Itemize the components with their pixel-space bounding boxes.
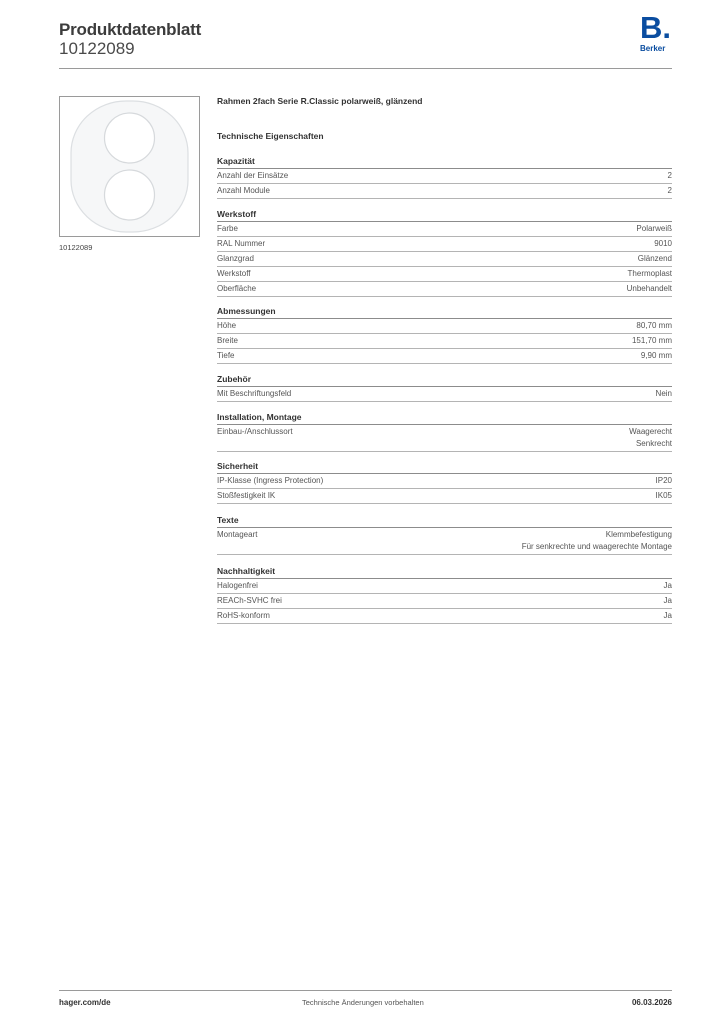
spec-row xyxy=(217,579,672,594)
spec-label: Breite xyxy=(217,336,238,345)
section-title: Nachhaltigkeit xyxy=(217,565,672,579)
spec-row xyxy=(217,387,672,402)
header-divider xyxy=(59,68,672,69)
spec-section xyxy=(217,460,672,504)
footer-divider xyxy=(59,990,672,991)
technical-properties-heading: Technische Eigenschaften xyxy=(217,131,324,141)
spec-value-line: IP20 xyxy=(655,476,672,485)
footer-website[interactable]: hager.com/de xyxy=(59,998,111,1007)
spec-label: REACh-SVHC frei xyxy=(217,596,282,605)
spec-value xyxy=(664,580,672,592)
spec-row xyxy=(217,609,672,624)
spec-label: RoHS-konform xyxy=(217,611,270,620)
spec-value-line: Ja xyxy=(663,581,672,590)
spec-value xyxy=(656,490,672,502)
spec-section xyxy=(217,514,672,555)
section-title: Sicherheit xyxy=(217,460,672,474)
spec-row xyxy=(217,594,672,609)
spec-value xyxy=(664,595,672,607)
spec-value-line: 151,70 mm xyxy=(631,336,672,345)
spec-value-line: Glänzend xyxy=(637,254,672,263)
spec-label: Tiefe xyxy=(217,351,235,360)
spec-value-line: Senkrecht xyxy=(635,439,672,448)
spec-label: Anzahl der Einsätze xyxy=(217,171,289,180)
spec-section xyxy=(217,155,672,199)
spec-row xyxy=(217,425,672,452)
spec-value xyxy=(632,335,672,347)
double-frame-product-image xyxy=(60,97,199,236)
spec-label: Einbau-/Anschlussort xyxy=(217,427,293,436)
document-number: 10122089 xyxy=(59,39,135,58)
spec-label: Anzahl Module xyxy=(217,186,270,195)
spec-value-line: Für senkrechte und waagerechte Montage xyxy=(521,542,672,551)
spec-label: Höhe xyxy=(217,321,237,330)
spec-section xyxy=(217,411,672,452)
spec-value xyxy=(628,268,672,280)
spec-row xyxy=(217,474,672,489)
spec-row xyxy=(217,319,672,334)
spec-value xyxy=(636,320,672,332)
spec-value-line: Klemmbefestigung xyxy=(605,530,672,539)
spec-value-line: 2 xyxy=(667,171,672,180)
spec-label: Stoßfestigkeit IK xyxy=(217,491,276,500)
spec-value xyxy=(664,610,672,622)
spec-value-line: 9,90 mm xyxy=(640,351,672,360)
spec-value-line: 2 xyxy=(667,186,672,195)
spec-value xyxy=(656,388,672,400)
spec-row xyxy=(217,489,672,504)
spec-row xyxy=(217,184,672,199)
spec-value xyxy=(668,185,672,197)
spec-row xyxy=(217,222,672,237)
spec-section xyxy=(217,208,672,297)
spec-row xyxy=(217,252,672,267)
spec-value-line: Waagerecht xyxy=(629,427,672,436)
spec-value-line: Nein xyxy=(655,389,672,398)
section-title: Installation, Montage xyxy=(217,411,672,425)
section-title: Abmessungen xyxy=(217,305,672,319)
spec-value-line: Unbehandelt xyxy=(626,284,672,293)
spec-value xyxy=(638,253,672,265)
spec-value-line: Thermoplast xyxy=(627,269,672,278)
spec-label: Glanzgrad xyxy=(217,254,254,263)
spec-value xyxy=(656,475,672,487)
spec-value-line: Polarweiß xyxy=(636,224,672,233)
spec-section xyxy=(217,305,672,364)
spec-value xyxy=(629,426,672,450)
logo-letter: B. xyxy=(640,10,671,45)
spec-value-line: 80,70 mm xyxy=(636,321,672,330)
spec-label: Werkstoff xyxy=(217,269,251,278)
section-title: Kapazität xyxy=(217,155,672,169)
spec-label: Halogenfrei xyxy=(217,581,258,590)
spec-value-line: IK05 xyxy=(655,491,672,500)
spec-label: Oberfläche xyxy=(217,284,257,293)
spec-value xyxy=(627,283,672,295)
spec-value xyxy=(654,238,672,250)
spec-row xyxy=(217,334,672,349)
section-title: Werkstoff xyxy=(217,208,672,222)
spec-row xyxy=(217,528,672,555)
spec-value-line: Ja xyxy=(663,611,672,620)
spec-row xyxy=(217,282,672,297)
spec-value xyxy=(641,350,672,362)
spec-label: Montageart xyxy=(217,530,258,539)
spec-label: IP-Klasse (Ingress Protection) xyxy=(217,476,324,485)
spec-row xyxy=(217,267,672,282)
footer-date: 06.03.2026 xyxy=(631,998,672,1007)
logo-wordmark: Berker xyxy=(640,44,666,53)
page-title: Produktdatenblatt xyxy=(59,20,202,39)
image-caption: 10122089 xyxy=(59,243,93,252)
product-title: Rahmen 2fach Serie R.Classic polarweiß, glänzend xyxy=(217,96,423,106)
section-title: Texte xyxy=(217,514,672,528)
spec-row xyxy=(217,237,672,252)
spec-value xyxy=(636,223,672,235)
product-image-frame xyxy=(59,96,200,237)
spec-value-line: Ja xyxy=(663,596,672,605)
spec-value-line: 9010 xyxy=(654,239,672,248)
berker-logo[interactable] xyxy=(640,10,674,56)
spec-section xyxy=(217,565,672,624)
spec-value xyxy=(668,170,672,182)
section-title: Zubehör xyxy=(217,373,672,387)
spec-row xyxy=(217,169,672,184)
spec-row xyxy=(217,349,672,364)
spec-label: RAL Nummer xyxy=(217,239,266,248)
spec-value xyxy=(522,529,672,553)
spec-label: Farbe xyxy=(217,224,238,233)
spec-label: Mit Beschriftungsfeld xyxy=(217,389,292,398)
footer-disclaimer: Technische Änderungen vorbehalten xyxy=(302,998,424,1007)
spec-section xyxy=(217,373,672,402)
